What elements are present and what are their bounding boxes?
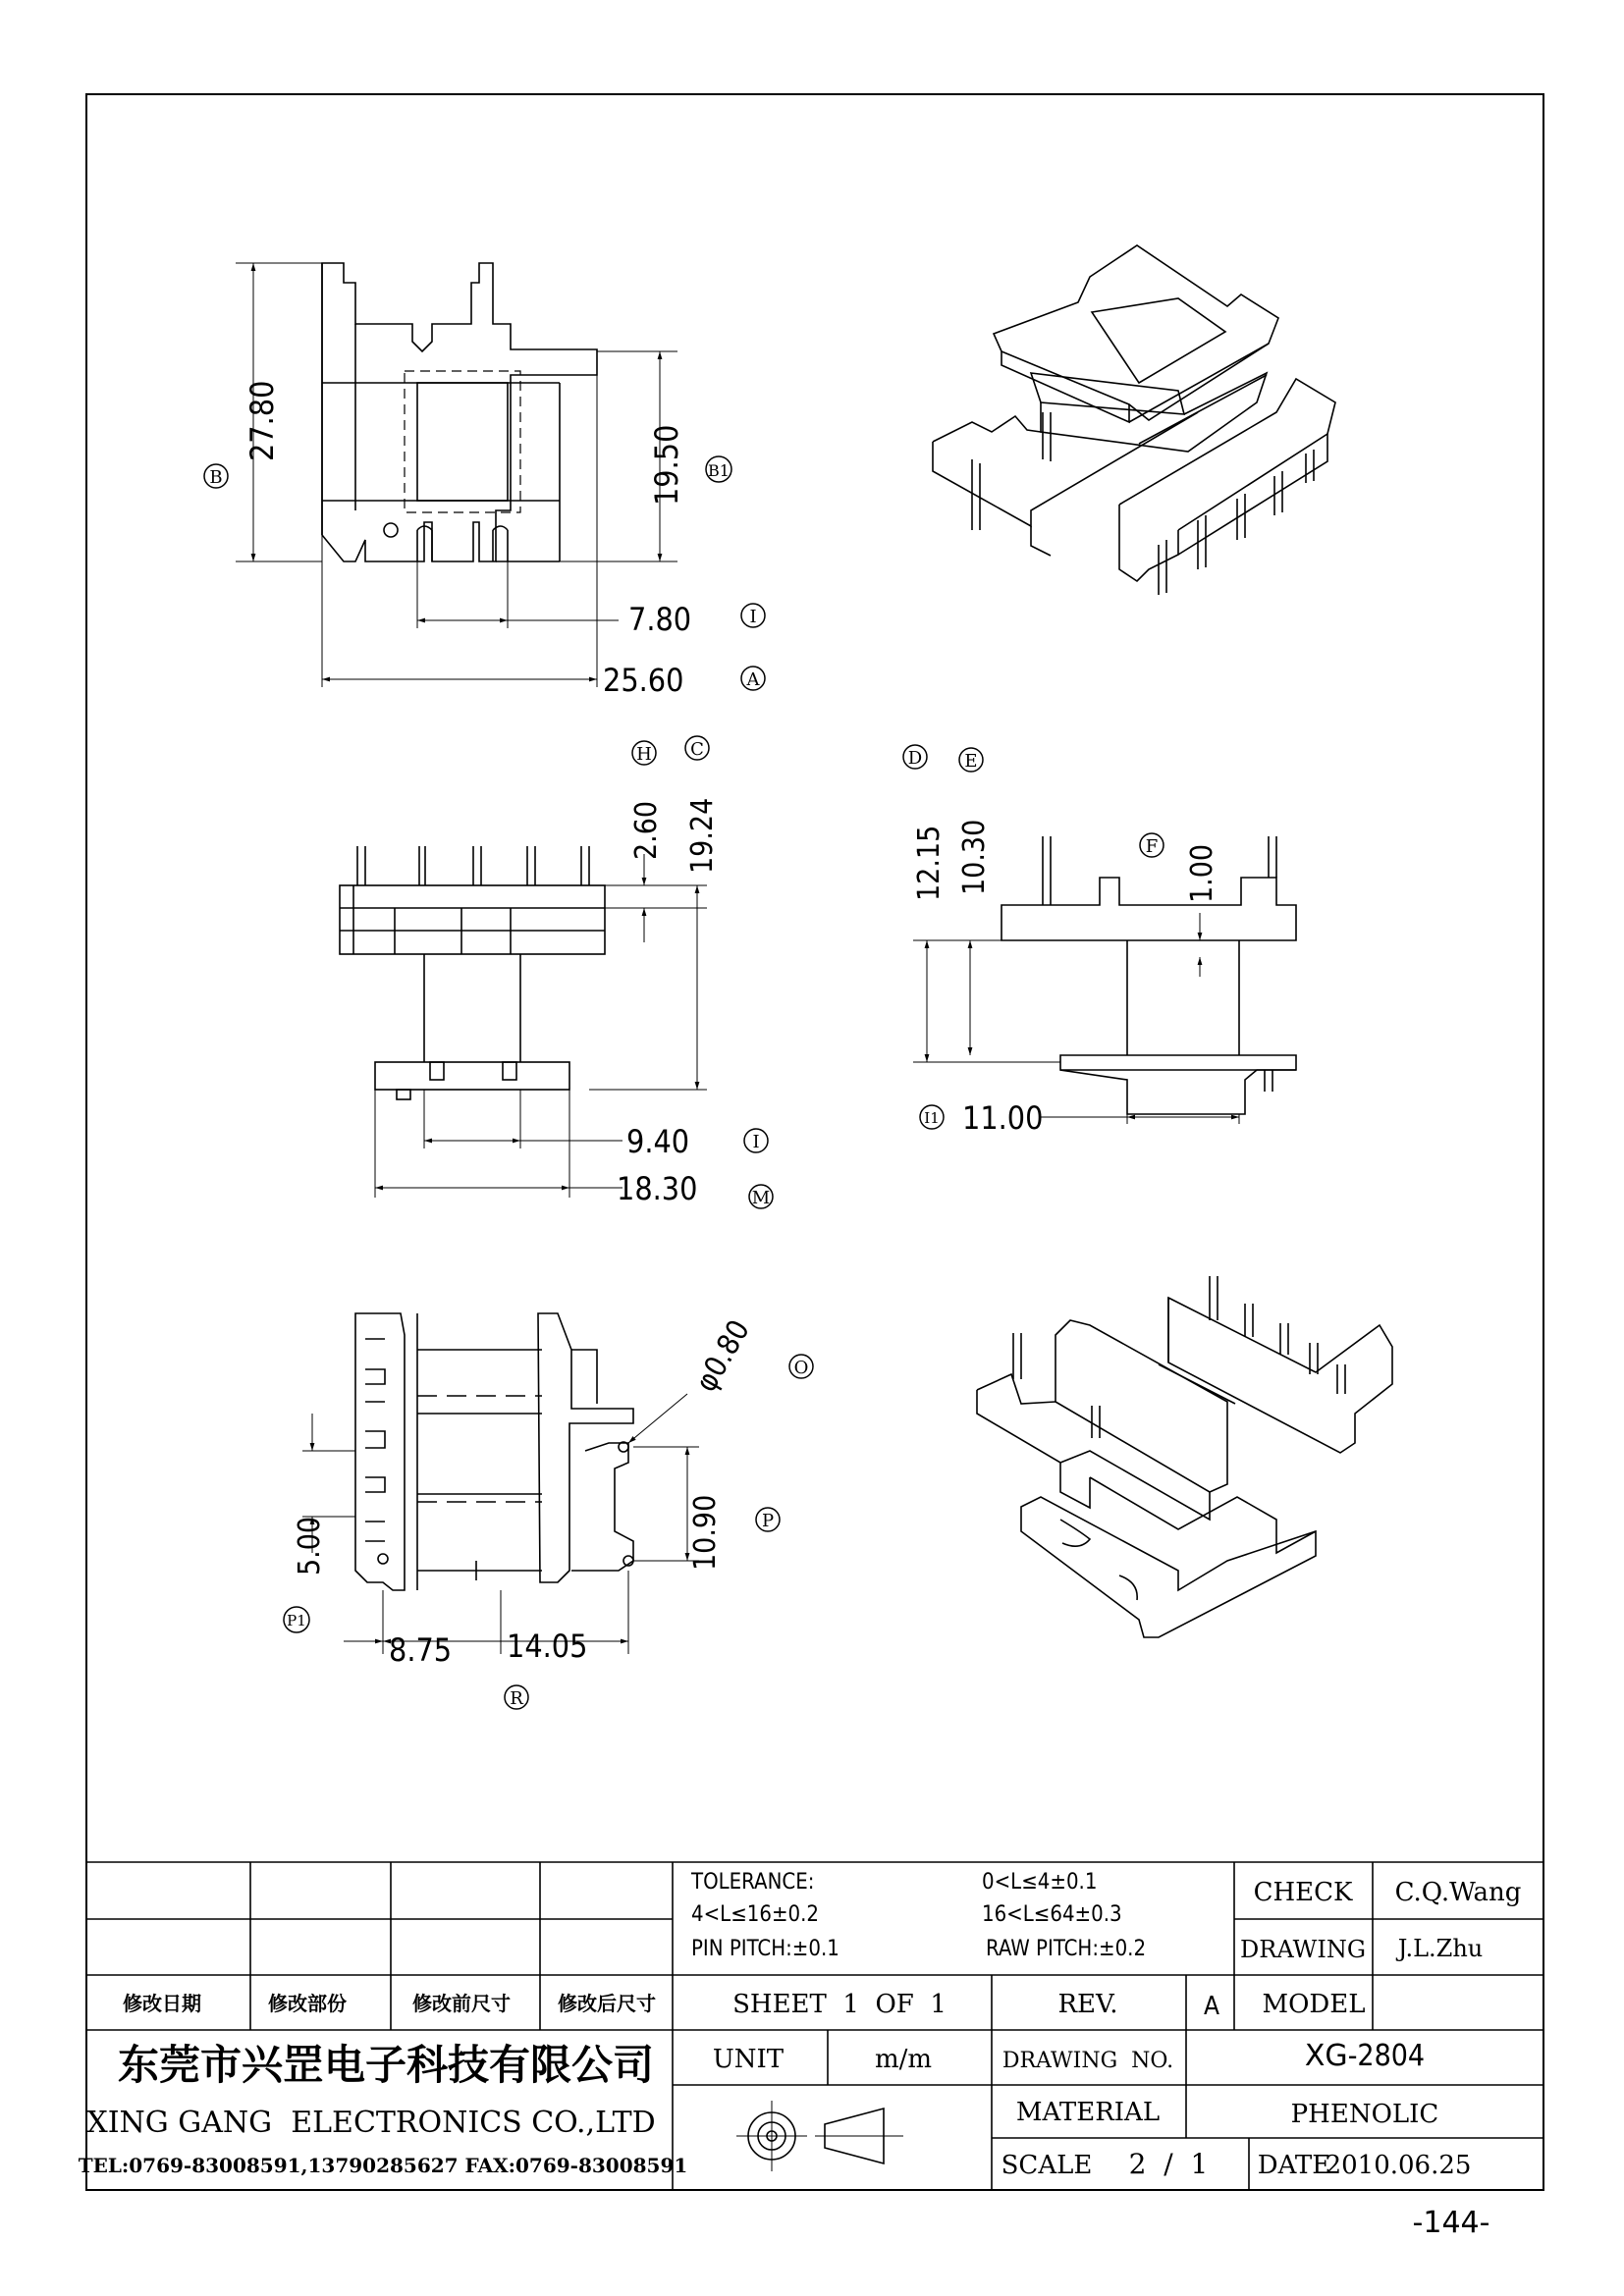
- material-value: PHENOLIC: [1290, 2100, 1439, 2129]
- drawing-number-num: -2804: [1347, 2039, 1426, 2073]
- material-label: MATERIAL: [1015, 2098, 1161, 2127]
- drawing-label: DRAWING: [1240, 1936, 1366, 1963]
- model-label: MODEL: [1262, 1990, 1366, 2019]
- svg-text:F: F: [1145, 836, 1159, 857]
- svg-text:I1: I1: [924, 1109, 940, 1127]
- svg-text:D: D: [907, 748, 923, 769]
- callout-P: [756, 1508, 780, 1531]
- svg-text:I: I: [752, 1132, 760, 1152]
- svg-text:P: P: [761, 1511, 775, 1531]
- callout-I-front: [744, 1129, 768, 1152]
- dim-side-outer-height: 12.15: [912, 825, 947, 901]
- callout-F: [1140, 833, 1164, 857]
- revision-header-date: 修改日期: [123, 1992, 201, 2015]
- callout-I-top: [741, 604, 765, 627]
- svg-text:E: E: [964, 751, 978, 772]
- drawing-no-label: DRAWING NO.: [1001, 2049, 1174, 2073]
- unit-label: UNIT: [712, 2045, 785, 2074]
- svg-text:H: H: [636, 744, 652, 765]
- drawing-number: [1305, 2039, 1425, 2073]
- callout-P1: [284, 1607, 309, 1632]
- unit-value: m/m: [874, 2045, 933, 2074]
- callout-M: [749, 1185, 773, 1208]
- dim-bottom-offset-a: 8.75: [389, 1631, 453, 1669]
- svg-text:M: M: [751, 1188, 771, 1208]
- callout-B: [204, 464, 228, 488]
- rev-value: A: [1204, 1992, 1219, 2021]
- company-name-en: XING GANG ELECTRONICS CO.,LTD: [86, 2106, 656, 2140]
- scale-label: SCALE: [1001, 2151, 1093, 2180]
- tolerance-pin-pitch: PIN PITCH:±0.1: [691, 1937, 839, 1961]
- dim-bottom-pin-pitch-pair: 5.00: [293, 1516, 327, 1575]
- drawing-value: J.L.Zhu: [1397, 1935, 1484, 1962]
- tolerance-heading: TOLERANCE:: [691, 1870, 815, 1895]
- dim-bottom-offset-b: 14.05: [507, 1628, 588, 1665]
- callout-E: [959, 748, 983, 772]
- dim-top-slot-width: 7.80: [628, 601, 692, 638]
- isometric-view-bottom: [977, 1276, 1392, 1637]
- callout-A: [741, 667, 765, 690]
- svg-text:C: C: [690, 739, 704, 760]
- svg-text:R: R: [510, 1688, 523, 1709]
- check-value: C.Q.Wang: [1394, 1878, 1522, 1907]
- callout-H: [632, 741, 656, 765]
- date-value: 2010.06.25: [1325, 2151, 1472, 2180]
- dim-bottom-pin-row: 10.90: [688, 1494, 723, 1571]
- bottom-view: [302, 1313, 699, 1654]
- svg-text:B1: B1: [708, 461, 730, 480]
- isometric-view-top: [933, 245, 1335, 595]
- svg-text:O: O: [793, 1358, 809, 1378]
- date-label: DATE: [1257, 2151, 1331, 2180]
- svg-text:A: A: [746, 669, 760, 690]
- dim-bottom-hole-diameter: φ0.80: [688, 1314, 757, 1398]
- dim-front-total-height: 19.24: [685, 797, 720, 874]
- tolerance-range-1: 0<L≤4±0.1: [982, 1870, 1098, 1895]
- callout-B1: [706, 456, 731, 482]
- dim-side-inner-height: 10.30: [957, 819, 992, 895]
- tolerance-range-3: 16<L≤64±0.3: [982, 1902, 1122, 1927]
- sheet-border: [86, 94, 1543, 2190]
- svg-text:I: I: [749, 607, 757, 627]
- scale-value: 2 / 1: [1128, 2148, 1209, 2180]
- callout-O: [789, 1355, 813, 1378]
- dim-top-width: 25.60: [603, 662, 684, 699]
- dim-side-flange-thickness: 1.00: [1185, 843, 1219, 903]
- revision-header-part: 修改部份: [268, 1992, 347, 2015]
- dim-front-core-width: 9.40: [626, 1123, 690, 1160]
- page-number: -144-: [1412, 2206, 1490, 2240]
- check-label: CHECK: [1253, 1878, 1353, 1907]
- sheet-count: SHEET 1 OF 1: [732, 1990, 947, 2019]
- dim-top-height: 27.80: [244, 380, 281, 461]
- callout-D: [903, 745, 927, 769]
- company-contact: TEL:0769-83008591,13790285627 FAX:0769-83008591: [78, 2154, 688, 2177]
- dim-top-inner-height: 19.50: [648, 424, 685, 506]
- rev-label: REV.: [1057, 1990, 1118, 2019]
- dim-front-pin-length: 2.60: [629, 800, 664, 860]
- drawing-number-prefix: XG: [1304, 2039, 1348, 2073]
- callout-R: [505, 1685, 528, 1709]
- tolerance-raw-pitch: RAW PITCH:±0.2: [986, 1937, 1147, 1961]
- revision-header-after: 修改后尺寸: [558, 1992, 656, 2015]
- svg-text:P1: P1: [287, 1612, 306, 1629]
- dim-front-base-width: 18.30: [617, 1170, 698, 1207]
- svg-text:B: B: [209, 467, 223, 488]
- top-view: [236, 263, 677, 687]
- tolerance-range-2: 4<L≤16±0.2: [691, 1902, 820, 1927]
- callout-C: [685, 736, 709, 760]
- revision-header-before: 修改前尺寸: [412, 1992, 511, 2015]
- company-name-cn: 东莞市兴罡电子科技有限公司: [117, 2041, 655, 2089]
- callout-I1: [920, 1105, 944, 1129]
- dim-side-core-length: 11.00: [962, 1099, 1044, 1137]
